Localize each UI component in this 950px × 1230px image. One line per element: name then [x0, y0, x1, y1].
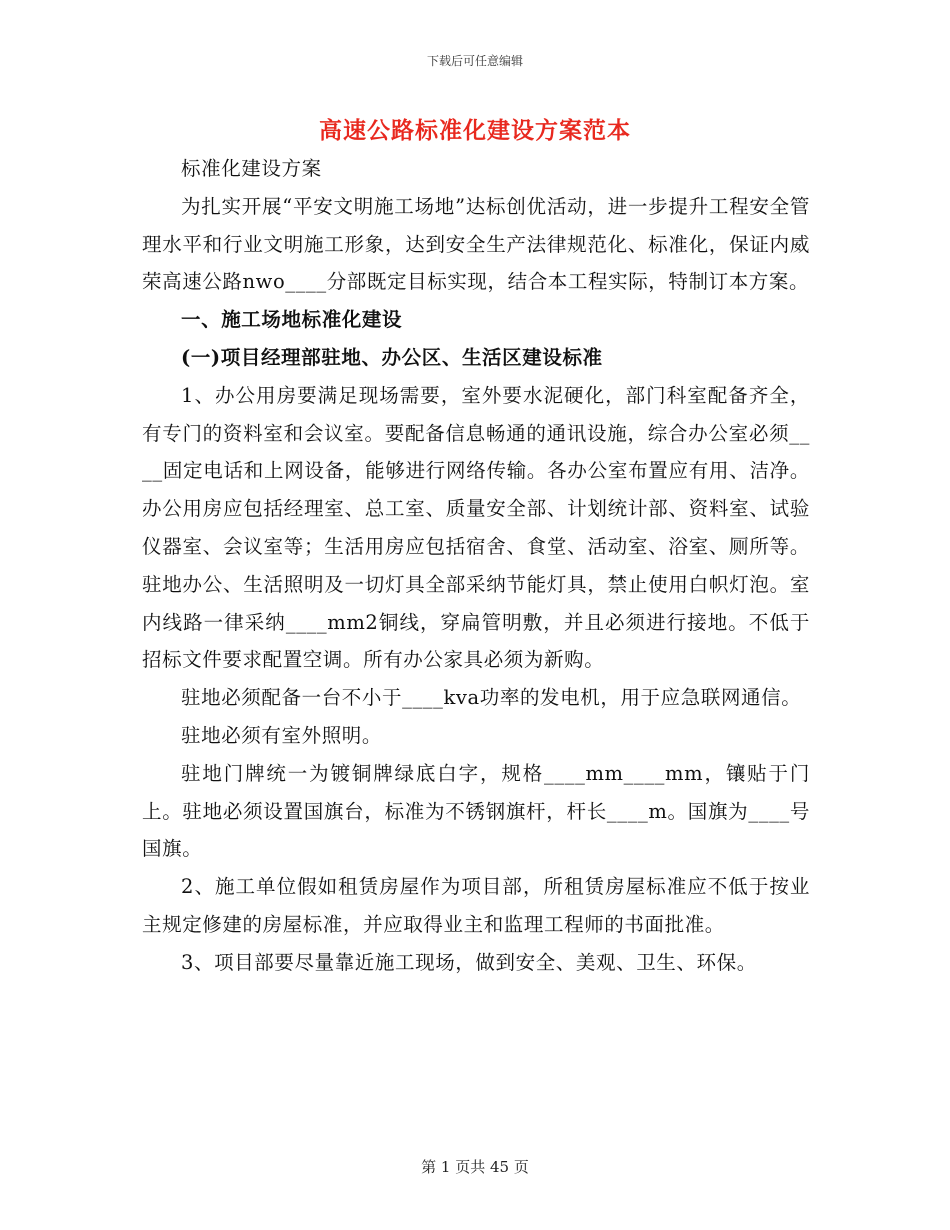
document-title: 高速公路标准化建设方案范本 [319, 117, 631, 144]
paragraph: 标准化建设方案 [181, 157, 322, 180]
page-number-footer: 第 1 页共 45 页 [421, 1158, 529, 1176]
subsection-heading: (一)项目经理部驻地、办公区、生活区建设标准 [181, 345, 603, 369]
paragraph: 为扎实开展“平安文明施工场地”达标创优活动，进一步提升工程安全管理水平和行业文明施工形象，达到安全生产法律规范化、标准化，保证内威荣高速公路nwo____分部既定目标实现，结合本工程实际，特制订本方案。 [142, 194, 810, 294]
document-body [142, 150, 810, 982]
paragraph: 驻地必须配备一台不小于____kva功率的发电机，用于应急联网通信。 [181, 686, 802, 710]
paragraph: 3、项目部要尽量靠近施工现场，做到安全、美观、卫生、环保。 [181, 950, 757, 974]
paragraph: 1、办公用房要满足现场需要，室外要水泥硬化，部门科室配备齐全，有专门的资料室和会议室。要配备信息畅通的通讯设施，综合办公室必须____固定电话和上网设备，能够进行网络传输。各办公室布置应有用、洁净。办公用房应包括经理室、总工室、质量安全部、计划统计部、资料室、试验仪器室、会议室等；生活用房应包括宿舍、食堂、活动室、浴室、厕所等。驻地办公、生活照明及一切灯具全部采纳节能灯具，禁止使用白帜灯泡。室内线路一律采纳____mm2铜线，穿扁管明敷，并且必须进行接地。不低于招标文件要求配置空调。所有办公家具必须为新购。 [142, 383, 810, 672]
paragraph: 驻地必须有室外照明。 [181, 723, 383, 747]
section-heading: 一、施工场地标准化建设 [181, 308, 403, 332]
paragraph: 2、施工单位假如租赁房屋作为项目部，所租赁房屋标准应不低于按业主规定修建的房屋标准，并应取得业主和监理工程师的书面批准。 [142, 875, 810, 936]
paragraph: 驻地门牌统一为镀铜牌绿底白字，规格____mm____mm，镶贴于门上。驻地必须设置国旗台，标准为不锈钢旗杆，杆长____m。国旗为____号国旗。 [142, 761, 810, 861]
page-header-note: 下载后可任意编辑 [426, 54, 523, 68]
